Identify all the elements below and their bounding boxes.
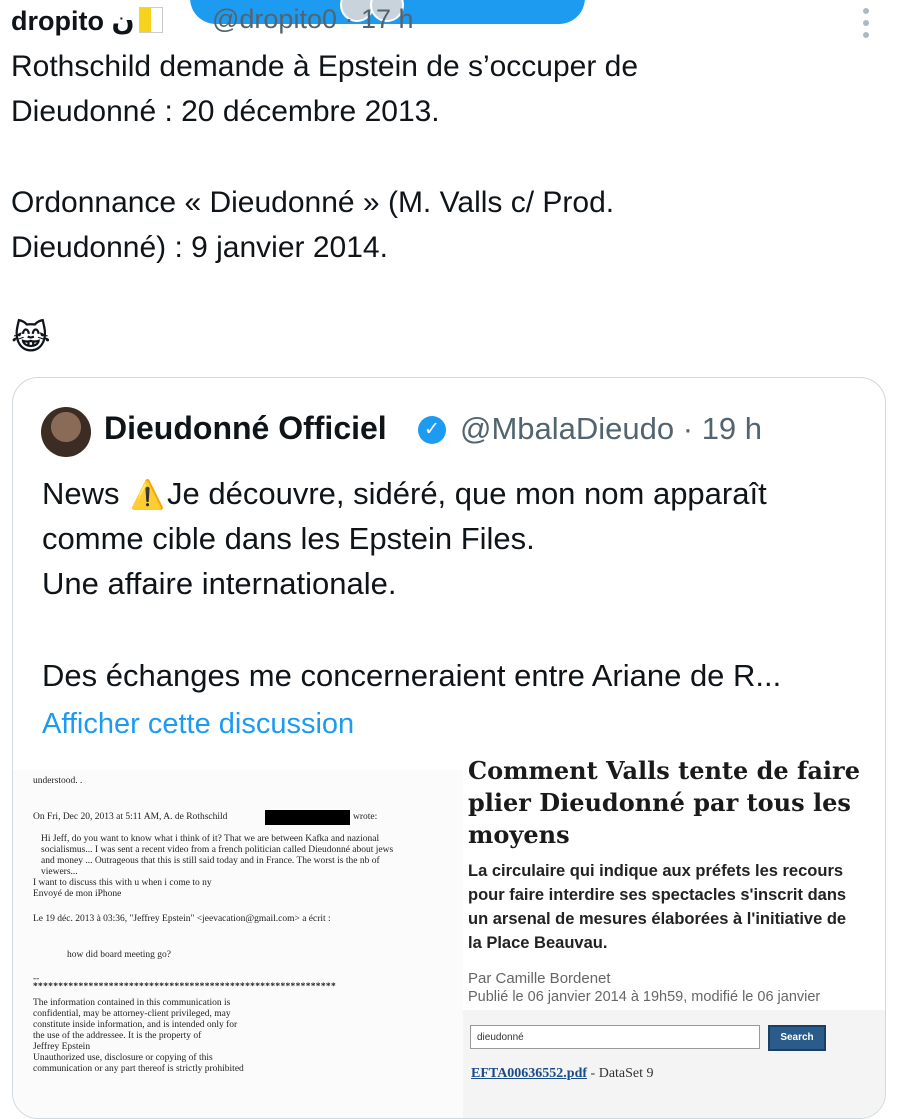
document-image[interactable] (13, 770, 463, 1119)
quoted-author-handle[interactable]: @MbalaDieudo · 19 h (460, 411, 763, 446)
search-input[interactable]: dieudonné (470, 1025, 760, 1049)
quoted-text-rest: Je découvre, sidéré, que mon nom apparaît (167, 476, 767, 511)
pdf-result (471, 1066, 654, 1082)
tweet-handle[interactable]: @dropito0 · 17 h (212, 4, 414, 34)
quoted-author-name[interactable]: Dieudonné Officiel (104, 410, 387, 446)
quoted-author-avatar[interactable] (41, 407, 91, 457)
quoted-text-line: Une affaire internationale. (42, 566, 397, 601)
warning-icon: ⚠️ (130, 479, 166, 510)
author-name-text: dropito (11, 6, 104, 36)
doc-line: I want to discuss this with u when i come to ny (33, 878, 212, 888)
article-heading: moyens (468, 820, 570, 849)
doc-line: ************************************************************ (33, 982, 336, 992)
doc-line: socialismus... I was sent a recent video from a french politician called Dieudonné about jews (41, 845, 394, 855)
doc-line: constitute inside information, and is intended only for (33, 1020, 238, 1030)
pdf-dataset-label: - DataSet 9 (587, 1066, 654, 1081)
quoted-text-line: comme cible dans les Epstein Files. (42, 521, 535, 556)
tweet-author-name[interactable] (11, 6, 163, 37)
article-published: Publié le 06 janvier 2014 à 19h59, modifié le 06 janvier (468, 989, 821, 1005)
tweet-text-line: Rothschild demande à Epstein de s’occuper de (11, 50, 639, 83)
article-subtitle: un arsenal de mesures élaborées à l'initiative de (468, 910, 847, 928)
redaction-box (265, 810, 350, 825)
article-heading: plier Dieudonné par tous les (468, 788, 851, 817)
quoted-text-news: News (42, 476, 120, 511)
quoted-tweet-card[interactable] (12, 377, 886, 1119)
article-subtitle: La circulaire qui indique aux préfets les recours (468, 862, 844, 880)
tweet-text-line: Dieudonné) : 9 janvier 2014. (11, 231, 388, 264)
tweet-text-line: Ordonnance « Dieudonné » (M. Valls c/ Prod. (11, 186, 615, 219)
article-byline: Par Camille Bordenet (468, 970, 611, 987)
doc-line: On Fri, Dec 20, 2013 at 5:11 AM, A. de Rothschild (33, 812, 228, 822)
cat-tears-emoji: 😹 (11, 319, 51, 357)
article-subtitle: la Place Beauvau. (468, 934, 608, 952)
doc-line: wrote: (353, 812, 378, 822)
doc-line: Le 19 déc. 2013 à 03:36, "Jeffrey Epstein" <jeevacation@gmail.com> a écrit : (33, 914, 331, 924)
more-options-icon[interactable] (858, 8, 874, 44)
article-heading: Comment Valls tente de faire (468, 756, 860, 785)
doc-line: communication or any part thereof is strictly prohibited (33, 1064, 244, 1074)
verified-badge-icon: ✓ (418, 416, 446, 444)
doc-line: understood. . (33, 776, 83, 786)
doc-line: -- (33, 974, 40, 984)
doc-line: Envoyé de mon iPhone (33, 889, 122, 899)
search-button[interactable]: Search (768, 1025, 826, 1051)
article-subtitle: pour faire interdire ses spectacles s'inscrit dans (468, 886, 847, 904)
doc-line: The information contained in this communication is (33, 998, 231, 1008)
flag-icon (139, 7, 163, 33)
author-name-glyph: ن (111, 6, 135, 36)
pdf-link[interactable]: EFTA00636552.pdf (471, 1066, 588, 1081)
quoted-text-line (42, 476, 767, 512)
doc-line: confidential, may be attorney-client privileged, may (33, 1009, 231, 1019)
doc-line: Unauthorized use, disclosure or copying of this (33, 1053, 213, 1063)
tweet-text-line: Dieudonné : 20 décembre 2013. (11, 95, 440, 128)
show-thread-link[interactable]: Afficher cette discussion (42, 708, 355, 740)
article-image[interactable] (463, 756, 885, 1119)
doc-line: viewers... (41, 867, 78, 877)
doc-line: and money ... Outrageous that this is still said today and in France. The worst is the nb of (41, 856, 380, 866)
doc-line: Hi Jeff, do you want to know what i think of it? That we are between Kafka and nazional (41, 834, 380, 844)
doc-line: Jeffrey Epstein (33, 1042, 91, 1052)
quoted-text-line: Des échanges me concerneraient entre Ariane de R... (42, 658, 782, 693)
doc-line: how did board meeting go? (67, 950, 171, 960)
doc-line: the use of the addressee. It is the property of (33, 1031, 202, 1041)
